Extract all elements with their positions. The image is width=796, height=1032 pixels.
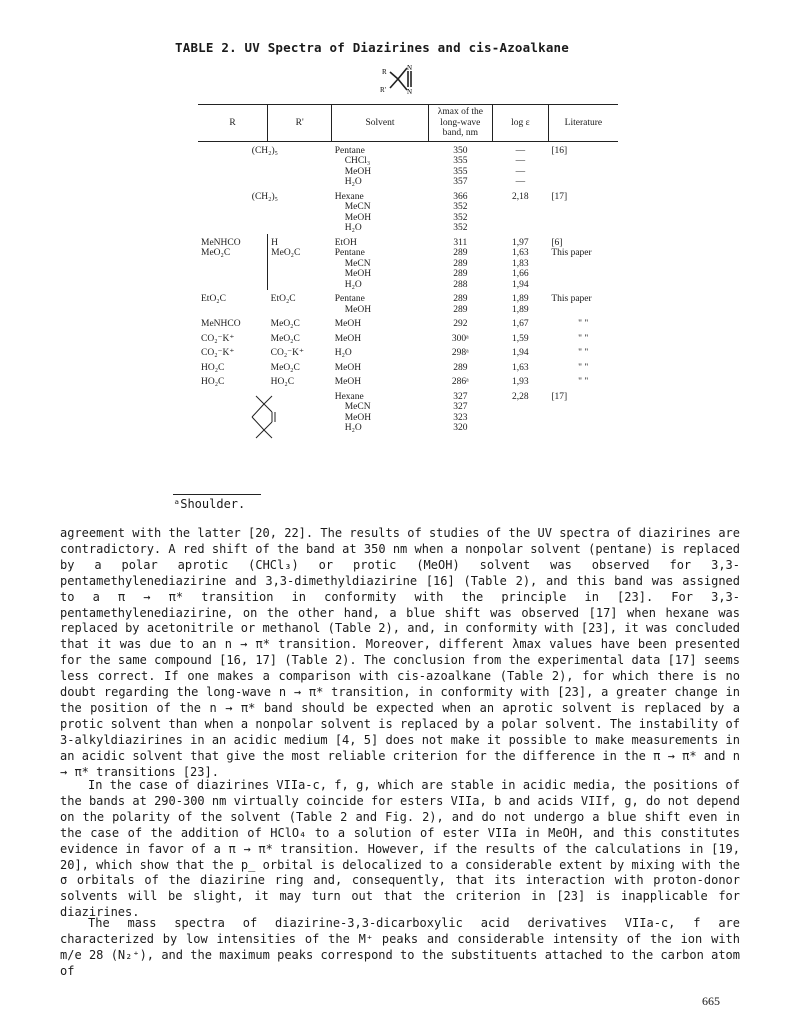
loge-cell: 2,18 [512,191,529,202]
table-row [198,234,618,249]
solvent-cell: MeOH [334,333,362,344]
solvent-cell: MeOH [334,319,362,329]
literature-cell: [16] [551,145,568,156]
diazirine-structure-icon [380,62,416,96]
table-row [198,330,618,345]
solvent-value: Pentane [334,145,365,156]
table-row [198,359,618,374]
solvent-cell [332,388,429,446]
table-row [198,315,618,330]
loge-cell: 1,67 [512,319,529,329]
solvent-value: MeOH [344,304,372,315]
loge-value: 1,83 [512,258,529,269]
lambda-value: 289 [453,304,468,315]
lambda-value: 289 [453,258,468,269]
azoalkane-icon [242,392,288,442]
structure-r-label: R [382,68,387,76]
lambda-cell [428,188,492,234]
loge-value: 1,94 [512,279,529,290]
loge-value: — [515,166,526,177]
structure-n-bottom-label: N [407,88,413,96]
r2-cell: H [268,234,332,249]
loge-value: — [515,177,526,187]
literature-cell: This paper [551,248,592,258]
lambda-value: 350 [453,145,468,156]
solvent-value: MeOH [344,269,372,279]
table-header-row [198,105,618,142]
solvent-value: H₂O [344,279,362,290]
structure-r2-label: R' [380,86,386,94]
lambda-cell: 311 [453,237,468,248]
r-cell: CO₂⁻K⁺ [201,348,235,358]
loge-value: — [515,145,526,156]
lambda-value: 320 [453,423,468,433]
r-cell: HO₂C [201,377,225,387]
lambda-value: 366 [453,191,468,202]
r-cell: (CH₂)₅ [251,145,278,156]
r2-cell: MeO₂C [270,362,300,373]
literature-cell: " " [578,362,589,373]
solvent-cell: H₂O [334,348,352,358]
lambda-value: 289 [453,294,468,304]
table-row [198,388,618,446]
loge-cell: 1,93 [512,377,529,387]
loge-value: — [515,156,526,166]
solvent-value: MeCN [344,402,371,412]
table-row [198,344,618,359]
solvent-value: Hexane [334,191,364,202]
loge-value: 1,89 [512,294,529,304]
r2-cell: MeO₂C [270,319,300,329]
lambda-cell [428,388,492,446]
literature-cell: " " [578,333,589,344]
page-number: 665 [702,994,720,1008]
literature-cell: " " [578,319,589,329]
solvent-value: MeOH [344,166,372,177]
loge-value: 1,89 [512,304,529,315]
solvent-cell: MeOH [334,362,362,373]
literature-cell: [17] [551,391,568,402]
r2-cell: CO₂⁻K⁺ [270,348,305,358]
literature-cell: " " [578,348,589,358]
r2-cell: MeO₂C [268,248,332,290]
header-literature: Literature [548,105,618,142]
lambda-value: 352 [453,223,468,233]
lambda-cell: 300ᵃ [451,333,469,344]
r-cell: (CH₂)₅ [251,191,278,202]
paragraph-3-text: The mass spectra of diazirine-3,3-dicarboxylic acid derivatives VIIa-c, f are characterized by low intensities of the M⁺ peaks and considerable intensity of the ion with m/e 28 (N₂⁺), and the maximum peaks correspond to the substituents attached to the carbon atom of [60,916,740,978]
solvent-cell [332,188,429,234]
solvent-value: MeCN [344,202,371,212]
loge-cell: 2,28 [512,391,529,402]
lambda-cell [428,141,492,188]
loge-cell [492,141,548,188]
solvent-value: Hexane [334,391,364,402]
paragraph-3 [60,916,740,980]
loge-value: 1,63 [512,248,529,258]
lambda-value: 355 [453,156,468,166]
lambda-value: 352 [453,212,468,223]
r2-cell: MeO₂C [270,333,300,344]
lambda-cell [428,248,492,290]
r-cell: EtO₂C [201,294,226,304]
paragraph-2 [60,778,740,921]
literature-cell: " " [578,377,589,387]
structure-cell [198,388,332,446]
literature-cell: This paper [551,294,592,304]
lambda-value: 289 [453,248,468,258]
r2-cell: EtO₂C [270,294,296,304]
literature-cell: [6] [551,237,563,248]
loge-value: 1,66 [512,269,529,279]
lambda-cell: 289 [453,362,468,373]
header-r2: R' [268,105,332,142]
loge-cell: 1,94 [512,348,529,358]
solvent-value: Pentane [334,248,365,258]
header-r: R [198,105,268,142]
r-cell: HO₂C [201,362,225,373]
solvent-value: MeOH [344,212,372,223]
lambda-value: 327 [453,391,468,402]
solvent-cell: MeOH [334,377,362,387]
table-row [198,188,618,234]
r-cell: MeNHCO [201,319,241,329]
loge-cell: 1,97 [512,237,529,248]
loge-cell: 1,59 [512,333,529,344]
lambda-value: 357 [453,177,468,187]
paragraph-1: agreement with the latter [20, 22]. The results of studies of the UV spectra of diazirines are contradictory. A red shift of the band at 350 nm when a nonpolar solvent (pentane) is replaced by a polar aprotic (CHCl₃) or protic (MeOH) solvent was observed for 3,3-pentamethylenediazirine and 3,3-dimethyldiazirine [16] (Table 2), and this band was assigned to a π → π* transition in conformity with the principle in [23]. For 3,3-pentamethylenediazirine, on the other hand, a blue shift was observed [17] when hexane was replaced by acetonitrile or methanol (Table 2), and, in conformity with [23], it was concluded that it was due to an n → π* transition. Moreover, different λmax values have been presented for the same compound [16, 17] (Table 2). The conclusion from the experimental data [17] seems less correct. If one makes a comparison with cis-azoalkane (Table 2), for which there is no doubt regarding the long-wave n → π* transition, in conformity with [23], a greater change in the position of the n → π* band should be expected when an aprotic solvent is replaced by a protic solvent than when a nonpolar solvent is replaced by a polar solvent. The instability of 3-alkyldiazirines in an acidic medium [4, 5] does not make it possible to make measurements in an acidic solvent that give the most reliable criterion for the difference in the π → π* and n → π* transitions [23]. [60,526,740,779]
header-solvent: Solvent [332,105,429,142]
solvent-value: MeCN [344,258,371,269]
header-lambda: λmax of the long-wave band, nm [428,105,492,142]
solvent-value: MeOH [344,412,372,423]
lambda-value: 355 [453,166,468,177]
solvent-cell [332,141,429,188]
solvent-value: H₂O [344,223,362,233]
paragraph-2-text: In the case of diazirines VIIa-c, f, g, which are stable in acidic media, the positions of the bands at 290-300 nm virtually coincide for esters VIIa, b and acids VIIf, g, do not depend on the polarity of the solvent (Table 2 and Fig. 2), and do not undergo a blue shift even in the case of the addition of HClO₄ to a solution of ester VIIa in MeOH, and this constitutes evidence in favor of a π → π* transition. However, if the results of the calculations in [19, 20], which show that the p_ orbital is delocalized to a considerable extent by mixing with the σ orbitals of the diazirine ring and, consequently, that its interaction with proton-donor solvents will be slight, it may turn out that the criterion in [23] is inapplicable for diazirines. [60,778,740,920]
r-cell: MeNHCO [201,237,241,248]
lambda-cell: 292 [453,319,468,329]
r-cell: CO₂⁻K⁺ [201,333,235,344]
table-row [198,290,618,315]
uv-spectra-table [198,104,618,445]
lambda-value: 323 [453,412,468,423]
loge-cell: 1,63 [512,362,529,373]
solvent-value: H₂O [344,423,362,433]
table-row [198,248,618,290]
table-row [198,373,618,388]
table-row [198,141,618,188]
lambda-cell [428,290,492,315]
solvent-value: H₂O [344,177,362,187]
solvent-value: Pentane [334,294,365,304]
solvent-cell [332,248,429,290]
structure-n-top-label: N [407,64,413,72]
loge-cell [492,248,548,290]
solvent-cell [332,290,429,315]
table-footnote: ᵃShoulder. [173,494,261,511]
header-loge: log ε [492,105,548,142]
lambda-value: 327 [453,402,468,412]
lambda-value: 288 [453,279,468,290]
table-caption: TABLE 2. UV Spectra of Diazirines and cis-Azoalkane [175,40,570,55]
loge-cell [492,290,548,315]
lambda-value: 289 [453,269,468,279]
r-cell: MeO₂C [201,248,231,258]
lambda-value: 352 [453,202,468,212]
lambda-cell: 286ᵃ [451,377,469,387]
lambda-cell: 298ᵃ [451,348,469,358]
solvent-value: CHCl₃ [344,156,371,166]
literature-cell: [17] [551,191,568,202]
r2-cell: HO₂C [270,377,295,387]
solvent-cell: EtOH [334,237,357,248]
